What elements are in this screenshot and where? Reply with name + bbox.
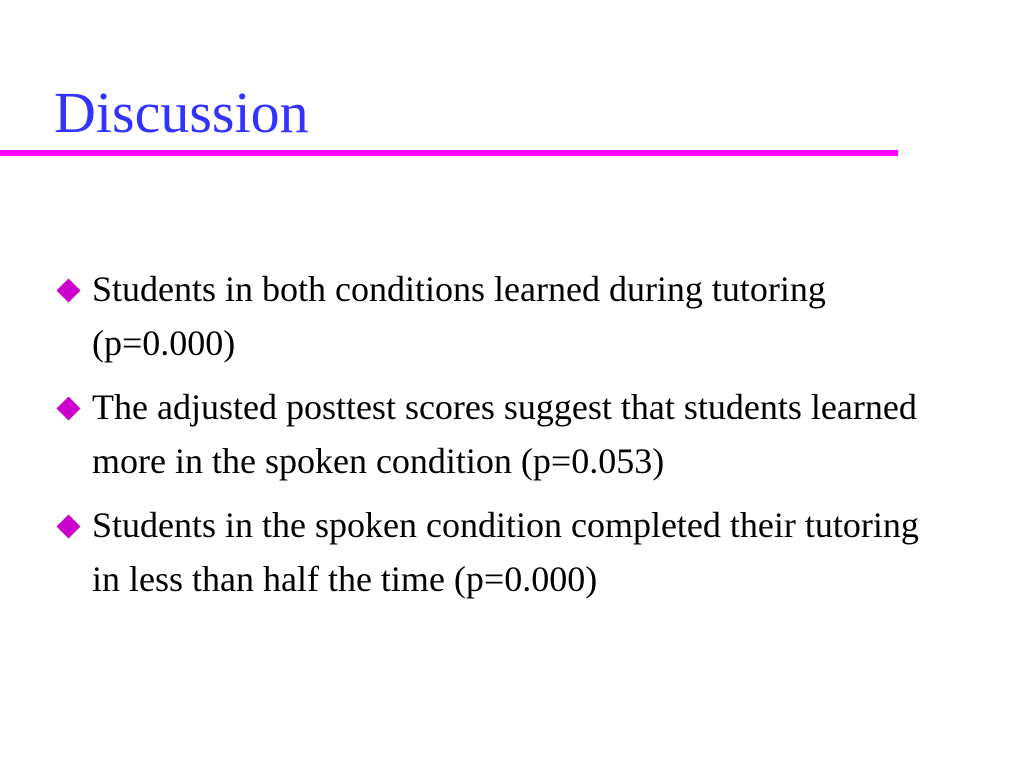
bullet-item (0, 262, 942, 370)
title-underline (0, 150, 898, 156)
diamond-icon (56, 278, 80, 302)
bullet-text: The adjusted posttest scores suggest that students learned more in the spoken condition (p=0.053) (92, 387, 917, 481)
diamond-icon (56, 514, 80, 538)
bullet-item (0, 380, 942, 488)
slide-title: Discussion (54, 80, 309, 145)
bullet-item (0, 498, 942, 606)
bullet-text: Students in the spoken condition completed their tutoring in less than half the time (p=0.000) (92, 505, 919, 599)
bullet-text: Students in both conditions learned during tutoring (p=0.000) (92, 269, 826, 363)
bullet-list (0, 262, 1024, 616)
diamond-icon (56, 396, 80, 420)
